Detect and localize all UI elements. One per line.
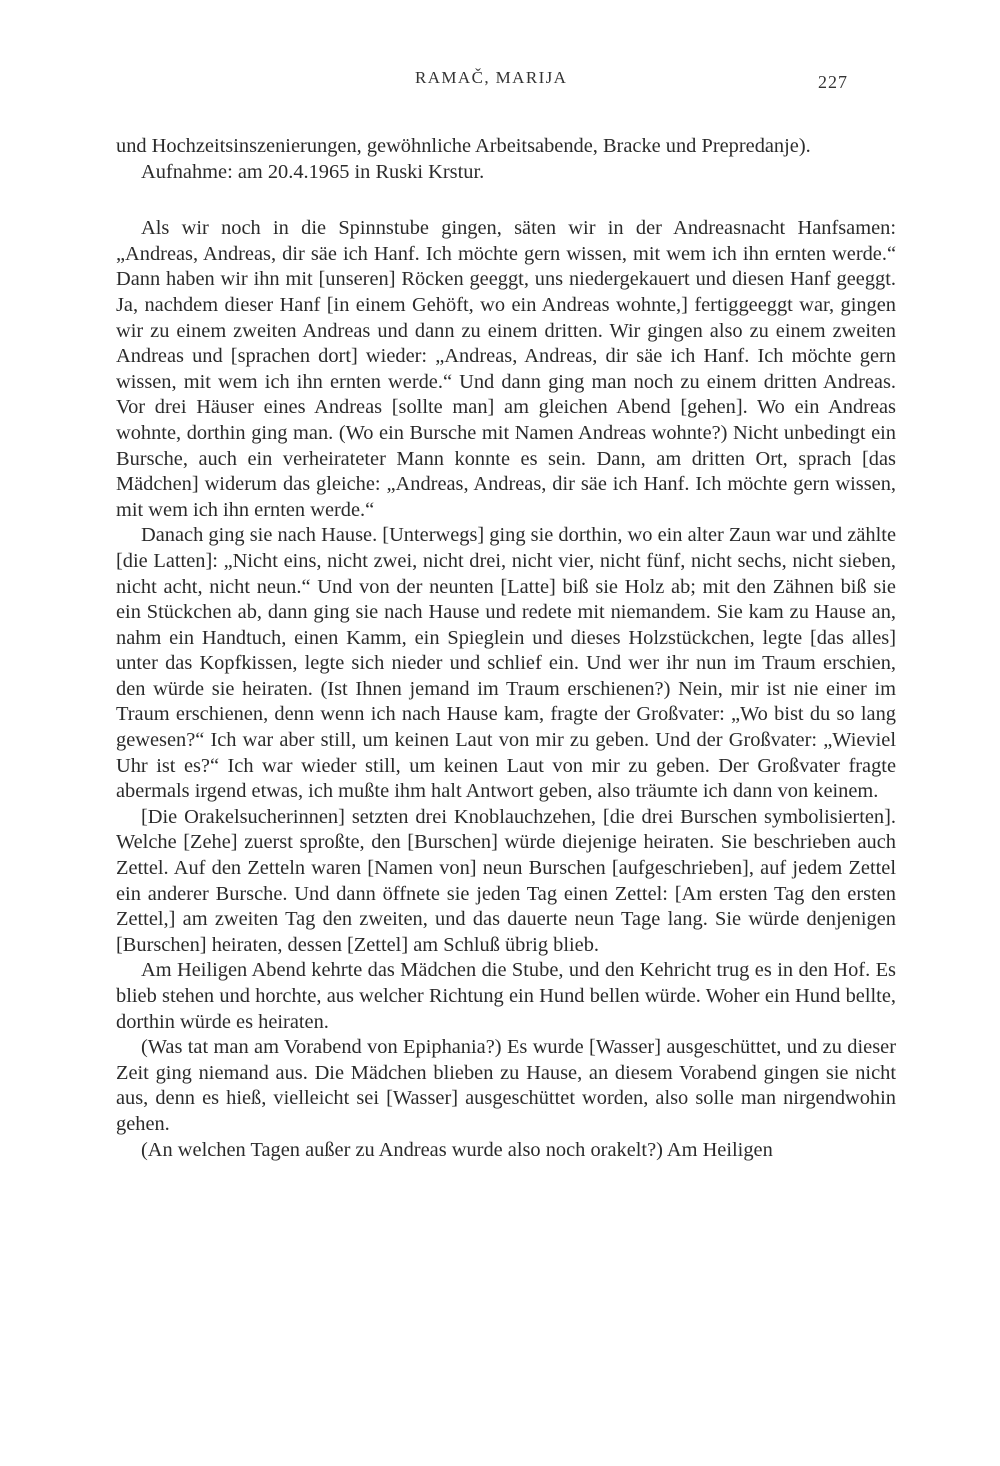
paragraph-orakel-tage: (An welchen Tagen außer zu Andreas wurde also noch orakelt?) Am Heiligen bbox=[141, 1138, 773, 1161]
running-title: RAMAČ, MARIJA bbox=[415, 68, 568, 87]
body-text bbox=[116, 134, 896, 1163]
page-number: 227 bbox=[818, 72, 848, 92]
paragraph-epiphania: (Was tat man am Vorabend von Epiphania?) Es wurde [Wasser] ausgeschüttet, und zu dieser Zeit ging niemand aus. Die Mädchen blieben zu Hause, an diesem Vorabend gingen sie nicht aus, denn es hieß, vielleicht sei [Wasser] ausgeschüttet worden, also solle man nirgendwohin gehen. bbox=[116, 1036, 896, 1135]
paragraph-knoblauch: [Die Orakelsucherinnen] setzten drei Knoblauchzehen, [die drei Burschen symbolisierten]. Welche [Zehe] zuerst sproßte, den [Burschen] würde diejenige heiraten. Sie beschrieben auch Zettel. Auf den Zetteln waren [Namen von] neun Burschen [aufgeschrieben], auf jedem Zettel ein anderer Bursche. Und dann öffnete sie jeden Tag einen Zettel: [Am ersten Tag den ersten Zettel,] am zweiten Tag den zweiten, und das dauerte neun Tage lang. Sie würde denjenigen [Burschen] heiraten, dessen [Zettel] am Schluß übrig blieb. bbox=[116, 805, 896, 956]
paragraph-andreasnacht: Als wir noch in die Spinnstube gingen, säten wir in der Andreasnacht Hanfsamen: „Andreas, Andreas, dir säe ich Hanf. Ich möchte gern wissen, mit wem ich ihn ernten werde.“ Dann haben wir ihn mit [unseren] Röcken geeggt, uns niedergekauert und diesen Hanf geeggt. Ja, nachdem dieser Hanf [in einem Gehöft, wo ein Andreas wohnte,] fertiggeeggt war, gingen wir zu einem zweiten Andreas und dann zu einem dritten. Wir gingen also zu einem zweiten Andreas und [sprachen dort] wieder: „Andreas, Andreas, dir säe ich Hanf. Ich möchte gern wissen, mit wem ich ihn ernten werde.“ Und dann ging man noch zu einem dritten Andreas. Vor drei Häuser eines Andreas [sollte man] am gleichen Abend [gehen]. Wo ein Andreas wohnte, dorthin ging man. (Wo ein Bursche mit Namen Andreas wohnte?) Nicht unbedingt ein Bursche, auch ein verheirateter Mann konnte es sein. Dann, am dritten Ort, sprach [das Mädchen] widerum das gleiche: „Andreas, Andreas, dir säe ich Hanf. Ich möchte gern wissen, mit wem ich ihn ernten werde.“ bbox=[116, 217, 896, 521]
paragraph-gap bbox=[116, 185, 896, 216]
running-head bbox=[0, 68, 1000, 98]
paragraph-recording-date: Aufnahme: am 20.4.1965 in Ruski Krstur. bbox=[141, 160, 485, 183]
paragraph-zaun: Danach ging sie nach Hause. [Unterwegs] ging sie dorthin, wo ein alter Zaun war und zählte [die Latten]: „Nicht eins, nicht zwei, nicht drei, nicht vier, nicht fünf, nicht sechs, nicht sieben, nicht acht, nicht neun.“ Und von der neunten [Latte] biß sie Holz ab; mit den Zähnen biß sie ein Stückchen ab, dann ging sie nach Hause und redete mit niemandem. Sie kam zu Hause an, nahm ein Handtuch, einen Kamm, ein Spieglein und dieses Holzstückchen, legte [das alles] unter das Kopfkissen, legte sich nieder und schlief ein. Und wer ihr nun im Traum erschien, den würde sie heiraten. (Ist Ihnen jemand im Traum erschienen?) Nein, mir ist nie einer im Traum erschienen, denn wenn ich nach Hause kam, fragte der Großvater: „Wo bist du so lang gewesen?“ Ich war aber still, um keinen Laut von mir zu geben. Und der Großvater: „Wieviel Uhr ist es?“ Ich war wieder still, um keinen Laut von mir zu geben. Der Großvater fragte abermals irgend etwas, ich mußte ihm halt Antwort geben, also träumte ich dann von keinem. bbox=[116, 524, 896, 803]
paragraph-continuation: und Hochzeitsinszenierungen, gewöhnliche Arbeitsabende, Bracke und Prepredanje). bbox=[116, 135, 811, 157]
paragraph-heiliger-abend: Am Heiligen Abend kehrte das Mädchen die Stube, und den Kehricht trug es in den Hof. Es blieb stehen und horchte, aus welcher Richtung ein Hund bellen würde. Woher ein Hund bellte, dorthin würde es heiraten. bbox=[116, 959, 896, 1033]
